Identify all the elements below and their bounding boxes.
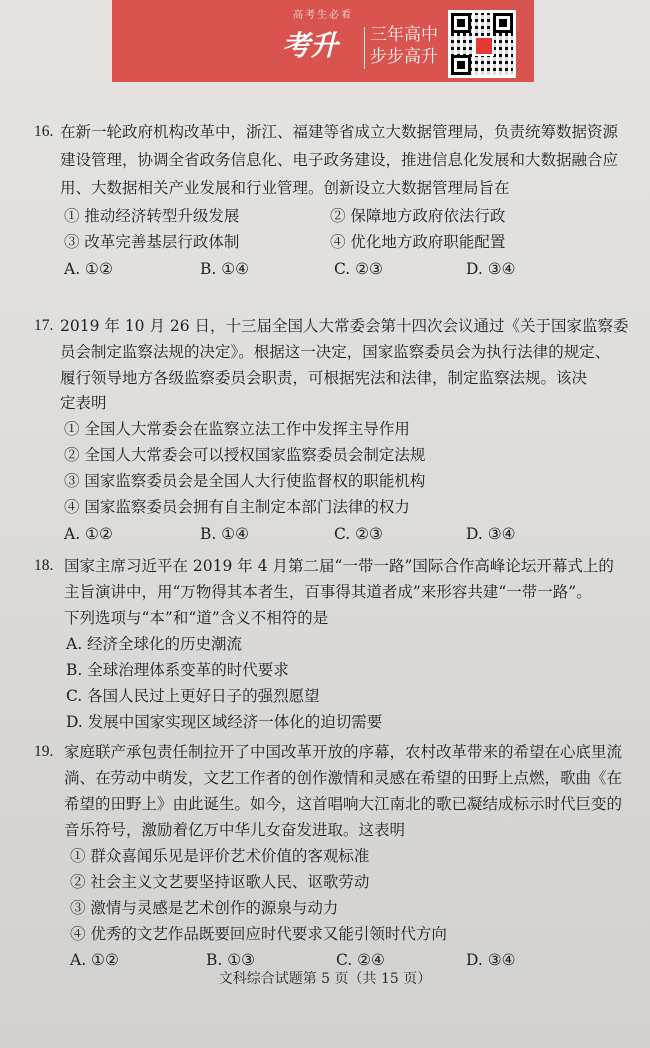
page-footer: 文科综合试题第 5 页（共 15 页） — [218, 971, 432, 987]
banner-slogan-line2: 步步高升 — [370, 47, 438, 67]
banner-slogan — [370, 24, 438, 68]
statement-item: ③ 国家监察委员会是全国人大行使监督权的职能机构 — [64, 472, 426, 490]
statement-item: ② 保障地方政府依法行政 — [330, 207, 506, 225]
banner-logo: 考升 — [282, 29, 339, 62]
qr-corner-icon — [451, 13, 471, 33]
qr-center-logo-icon — [474, 36, 494, 56]
question-text-line: 履行领导地方各级监察委员会职责，可根据宪法和法律，制定监察法规。该决 — [60, 369, 588, 387]
question-text-line: 国家主席习近平在 2019 年 4 月第二届“一带一路”国际合作高峰论坛开幕式上的 — [64, 557, 614, 575]
answer-option: C. 各国人民过上更好日子的强烈愿望 — [66, 687, 320, 705]
question-text-line: 2019 年 10 月 26 日，十三届全国人大常委会第十四次会议通过《关于国家监察委 — [60, 317, 629, 335]
question-text-line: 建设管理，协调全省政务信息化、电子政务建设，推进信息化发展和大数据融合应 — [60, 151, 619, 169]
qr-code-icon[interactable] — [448, 10, 516, 78]
question-number: 19. — [34, 743, 54, 760]
answer-choice: D. ③④ — [466, 525, 516, 543]
statement-item: ③ 激情与灵感是艺术创作的源泉与动力 — [70, 899, 339, 917]
question-number: 18. — [34, 557, 54, 574]
statement-item: ④ 国家监察委员会拥有自主制定本部门法律的权力 — [64, 498, 410, 516]
statement-item: ② 社会主义文艺要坚持讴歌人民、讴歌劳动 — [70, 873, 370, 891]
question-text-line: 主旨演讲中，用“万物得其本者生，百事得其道者成”来形容共建“一带一路”。 — [64, 583, 592, 601]
answer-choice: A. ①② — [70, 951, 119, 969]
question-number: 16. — [34, 123, 54, 140]
answer-choice: C. ②④ — [336, 951, 385, 969]
answer-choice: A. ①② — [64, 260, 113, 278]
statement-item: ③ 改革完善基层行政体制 — [64, 233, 240, 251]
question-text-line: 淌、在劳动中萌发，文艺工作者的创作激情和灵感在希望的田野上点燃，歌曲《在 — [64, 769, 623, 787]
answer-choice: B. ①③ — [206, 951, 256, 969]
answer-choice: D. ③④ — [466, 260, 516, 278]
answer-choice: B. ①④ — [200, 525, 250, 543]
question-text-line: 在新一轮政府机构改革中，浙江、福建等省成立大数据管理局，负责统筹数据资源 — [60, 123, 619, 141]
question-text-line: 家庭联产承包责任制拉开了中国改革开放的序幕，农村改革带来的希望在心底里流 — [64, 743, 623, 761]
qr-corner-icon — [493, 13, 513, 33]
question-number: 17. — [34, 317, 54, 334]
answer-choice: D. ③④ — [466, 951, 516, 969]
banner-top-text: 高考生必看 — [293, 10, 353, 21]
banner-slogan-line1: 三年高中 — [370, 25, 438, 45]
question-text-line: 音乐符号，激励着亿万中华儿女奋发进取。这表明 — [64, 821, 406, 839]
qr-corner-icon — [451, 55, 471, 75]
statement-item: ① 全国人大常委会在监察立法工作中发挥主导作用 — [64, 420, 410, 438]
ad-banner[interactable] — [112, 0, 534, 82]
question-text-line: 下列选项与“本”和“道”含义不相符的是 — [64, 609, 329, 627]
statement-item: ① 群众喜闻乐见是评价艺术价值的客观标准 — [70, 847, 370, 865]
question-text-line: 希望的田野上》由此诞生。如今，这首唱响大江南北的歌已凝结成标示时代巨变的 — [64, 795, 623, 813]
question-text-line: 定表明 — [60, 394, 107, 412]
answer-option: A. 经济全球化的历史潮流 — [66, 635, 243, 653]
statement-item: ① 推动经济转型升级发展 — [64, 207, 240, 225]
answer-choice: B. ①④ — [200, 260, 250, 278]
answer-choice: A. ①② — [64, 525, 113, 543]
question-text-line: 员会制定监察法规的决定》。根据这一决定，国家监察委员会为执行法律的规定、 — [60, 343, 611, 361]
statement-item: ④ 优秀的文艺作品既要回应时代要求又能引领时代方向 — [70, 925, 447, 943]
answer-choice: C. ②③ — [334, 260, 383, 278]
answer-option: D. 发展中国家实现区域经济一体化的迫切需要 — [66, 713, 383, 731]
statement-item: ② 全国人大常委会可以授权国家监察委员会制定法规 — [64, 446, 426, 464]
answer-option: B. 全球治理体系变革的时代要求 — [66, 661, 289, 679]
question-text-line: 用、大数据相关产业发展和行业管理。创新设立大数据管理局旨在 — [60, 179, 510, 197]
answer-choice: C. ②③ — [334, 525, 383, 543]
statement-item: ④ 优化地方政府职能配置 — [330, 233, 506, 251]
banner-divider — [364, 27, 365, 69]
